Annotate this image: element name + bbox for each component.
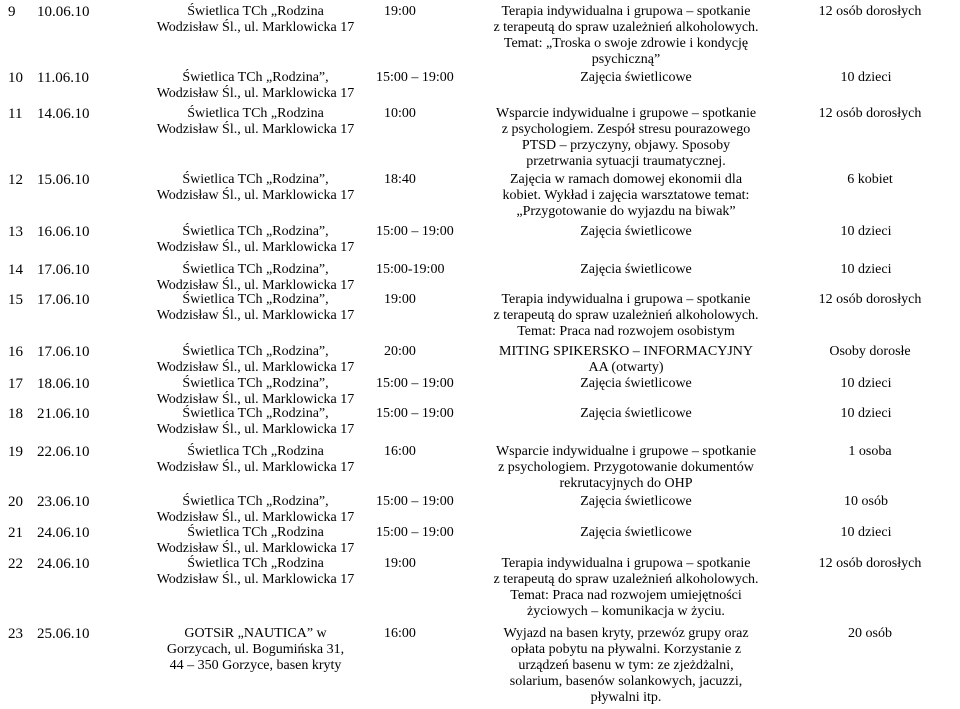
row-location (143, 224, 368, 256)
row-date: 24.06.10 (37, 556, 90, 572)
row-participants: 6 kobiet (847, 172, 893, 187)
location-line: Świetlica TCh „Rodzina (187, 525, 324, 540)
row-activity (365, 224, 957, 240)
description-line: życiowych – komunikacja w życiu. (527, 604, 725, 619)
row-time: 15:00 – 19:00 (376, 376, 454, 391)
row-time: 15:00 – 19:00 (376, 406, 454, 421)
row-time: 15:00-19:00 (376, 262, 445, 277)
row-location (143, 172, 368, 204)
row-date: 22.06.10 (37, 444, 90, 460)
row-time: 20:00 (384, 344, 416, 359)
description-line: MITING SPIKERSKO – INFORMACYJNY (499, 344, 753, 359)
description-line: Zajęcia w ramach domowej ekonomii dla (509, 172, 743, 187)
location-line: Świetlica TCh „Rodzina”, (182, 494, 329, 509)
row-number: 12 (8, 172, 23, 188)
description-line: z terapeutą do spraw uzależnień alkoholowych. (493, 20, 759, 35)
location-line: Świetlica TCh „Rodzina (187, 4, 324, 19)
row-participants: 12 osób dorosłych (818, 556, 922, 571)
row-time: 19:00 (384, 4, 416, 19)
row-location (143, 106, 368, 138)
row-time: 19:00 (384, 556, 416, 571)
row-date: 11.06.10 (37, 70, 89, 86)
location-line: Wodzisław Śl., ul. Marklowicka 17 (156, 188, 355, 203)
location-line: Wodzisław Śl., ul. Marklowicka 17 (156, 122, 355, 137)
row-activity (365, 262, 957, 278)
row-number: 18 (8, 406, 23, 422)
location-line: Wodzisław Śl., ul. Marklowicka 17 (156, 510, 355, 525)
row-date: 21.06.10 (37, 406, 90, 422)
row-participants: 10 dzieci (840, 525, 892, 540)
row-date: 17.06.10 (37, 262, 90, 278)
location-line: Wodzisław Śl., ul. Marklowicka 17 (156, 20, 355, 35)
location-line: Świetlica TCh „Rodzina (187, 106, 324, 121)
location-line: Wodzisław Śl., ul. Marklowicka 17 (156, 460, 355, 475)
row-activity (365, 494, 957, 510)
row-time: 15:00 – 19:00 (376, 525, 454, 540)
row-description: Zajęcia świetlicowe (580, 494, 692, 509)
row-date: 18.06.10 (37, 376, 90, 392)
description-line: z psychologiem. Zespół stresu pourazowego (501, 122, 751, 137)
description-line: AA (otwarty) (588, 360, 664, 375)
row-description (466, 292, 786, 340)
row-participants: 10 dzieci (840, 70, 892, 85)
row-number: 21 (8, 525, 23, 541)
row-description (466, 344, 786, 376)
row-number: 17 (8, 376, 23, 392)
location-line: Świetlica TCh „Rodzina”, (182, 224, 329, 239)
description-line: kobiet. Wykład i zajęcia warsztatowe temat: (502, 188, 750, 203)
description-line: z terapeutą do spraw uzależnień alkoholowych. (493, 572, 759, 587)
row-participants: 12 osób dorosłych (818, 292, 922, 307)
description-line: Temat: Praca nad rozwojem umiejętności (510, 588, 742, 603)
row-participants: 10 dzieci (840, 224, 892, 239)
row-location (143, 406, 368, 438)
row-description (466, 4, 786, 68)
description-line: Wyjazd na basen kryty, przewóz grupy oraz (503, 626, 749, 641)
row-number: 16 (8, 344, 23, 360)
description-line: Wsparcie indywidualne i grupowe – spotkanie (495, 444, 757, 459)
location-line: Wodzisław Śl., ul. Marklowicka 17 (156, 360, 355, 375)
row-participants: 10 osób (844, 494, 888, 509)
location-line: Wodzisław Śl., ul. Marklowicka 17 (156, 572, 355, 587)
row-location (143, 626, 368, 674)
location-line: Wodzisław Śl., ul. Marklowicka 17 (156, 422, 355, 437)
row-activity (365, 406, 957, 422)
location-line: 44 – 350 Gorzyce, basen kryty (169, 658, 342, 673)
location-line: Wodzisław Śl., ul. Marklowicka 17 (156, 240, 355, 255)
description-line: przetrwania sytuacji traumatycznej. (526, 154, 726, 169)
row-date: 24.06.10 (37, 525, 90, 541)
row-description (466, 556, 786, 620)
row-location (143, 494, 368, 526)
row-time: 16:00 (384, 444, 416, 459)
row-description: Zajęcia świetlicowe (580, 262, 692, 277)
location-line: GOTSiR „NAUTICA” w (184, 626, 327, 641)
row-participants: 10 dzieci (840, 262, 892, 277)
row-time: 18:40 (384, 172, 416, 187)
row-time: 15:00 – 19:00 (376, 224, 454, 239)
row-location (143, 4, 368, 36)
row-location (143, 70, 368, 102)
row-number: 13 (8, 224, 23, 240)
description-line: Temat: „Troska o swoje zdrowie i kondycję (503, 36, 749, 51)
row-location (143, 444, 368, 476)
row-date: 25.06.10 (37, 626, 90, 642)
row-participants: 12 osób dorosłych (818, 4, 922, 19)
row-number: 9 (8, 4, 16, 20)
row-description (466, 106, 786, 170)
row-time: 19:00 (384, 292, 416, 307)
location-line: Świetlica TCh „Rodzina”, (182, 406, 329, 421)
row-participants: 20 osób (848, 626, 892, 641)
row-date: 17.06.10 (37, 292, 90, 308)
row-description (466, 444, 786, 492)
location-line: Świetlica TCh „Rodzina (187, 444, 324, 459)
row-participants: 10 dzieci (840, 406, 892, 421)
row-date: 16.06.10 (37, 224, 90, 240)
description-line: PTSD – przyczyny, objawy. Sposoby (521, 138, 731, 153)
description-line: psychiczną” (591, 52, 661, 67)
row-date: 14.06.10 (37, 106, 90, 122)
row-number: 19 (8, 444, 23, 460)
row-location (143, 376, 368, 408)
location-line: Wodzisław Śl., ul. Marklowicka 17 (156, 86, 355, 101)
row-time: 15:00 – 19:00 (376, 494, 454, 509)
location-line: Świetlica TCh „Rodzina”, (182, 292, 329, 307)
row-participants: 12 osób dorosłych (818, 106, 922, 121)
description-line: z psychologiem. Przygotowanie dokumentów (498, 460, 754, 475)
row-description (466, 626, 786, 706)
description-line: z terapeutą do spraw uzależnień alkoholowych. (493, 308, 759, 323)
row-participants: Osoby dorosłe (829, 344, 911, 359)
row-number: 23 (8, 626, 23, 642)
location-line: Wodzisław Śl., ul. Marklowicka 17 (156, 541, 355, 556)
row-participants: 10 dzieci (840, 376, 892, 391)
description-line: pływalni itp. (590, 690, 662, 705)
row-number: 15 (8, 292, 23, 308)
row-date: 23.06.10 (37, 494, 90, 510)
row-activity (365, 525, 957, 541)
row-number: 14 (8, 262, 23, 278)
row-description (466, 172, 786, 220)
description-line: solarium, basenów solankowych, jacuzzi, (509, 674, 743, 689)
row-number: 10 (8, 70, 23, 86)
row-number: 20 (8, 494, 23, 510)
row-location (143, 292, 368, 324)
row-number: 22 (8, 556, 23, 572)
description-line: urządzeń basenu w tym: ze zjeżdżalni, (518, 658, 734, 673)
location-line: Wodzisław Śl., ul. Marklowicka 17 (156, 392, 355, 407)
location-line: Wodzisław Śl., ul. Marklowicka 17 (156, 308, 355, 323)
location-line: Świetlica TCh „Rodzina”, (182, 172, 329, 187)
description-line: rekrutacyjnych do OHP (559, 476, 693, 491)
description-line: opłata pobytu na pływalni. Korzystanie z (510, 642, 742, 657)
row-participants: 1 osoba (848, 444, 892, 459)
description-line: Temat: Praca nad rozwojem osobistym (517, 324, 735, 339)
description-line: Wsparcie indywidualne i grupowe – spotkanie (495, 106, 757, 121)
row-description: Zajęcia świetlicowe (580, 406, 692, 421)
row-time: 16:00 (384, 626, 416, 641)
row-time: 15:00 – 19:00 (376, 70, 454, 85)
row-location (143, 344, 368, 376)
row-location (143, 262, 368, 294)
location-line: Świetlica TCh „Rodzina”, (182, 376, 329, 391)
row-location (143, 525, 368, 557)
row-activity (365, 376, 957, 392)
row-time: 10:00 (384, 106, 416, 121)
location-line: Gorzycach, ul. Bogumińska 31, (166, 642, 345, 657)
description-line: Terapia indywidualna i grupowa – spotkanie (501, 556, 751, 571)
description-line: Terapia indywidualna i grupowa – spotkanie (501, 4, 751, 19)
location-line: Świetlica TCh „Rodzina”, (182, 344, 329, 359)
row-date: 17.06.10 (37, 344, 90, 360)
location-line: Wodzisław Śl., ul. Marklowicka 17 (156, 278, 355, 293)
row-description: Zajęcia świetlicowe (580, 525, 692, 540)
row-number: 11 (8, 106, 23, 122)
description-line: Terapia indywidualna i grupowa – spotkanie (501, 292, 751, 307)
row-date: 15.06.10 (37, 172, 90, 188)
row-date: 10.06.10 (37, 4, 90, 20)
location-line: Świetlica TCh „Rodzina”, (182, 70, 329, 85)
location-line: Świetlica TCh „Rodzina”, (182, 262, 329, 277)
row-description: Zajęcia świetlicowe (580, 70, 692, 85)
row-activity (365, 70, 957, 86)
row-location (143, 556, 368, 588)
location-line: Świetlica TCh „Rodzina (187, 556, 324, 571)
row-description: Zajęcia świetlicowe (580, 376, 692, 391)
row-description: Zajęcia świetlicowe (580, 224, 692, 239)
description-line: „Przygotowanie do wyjazdu na biwak” (516, 204, 736, 219)
